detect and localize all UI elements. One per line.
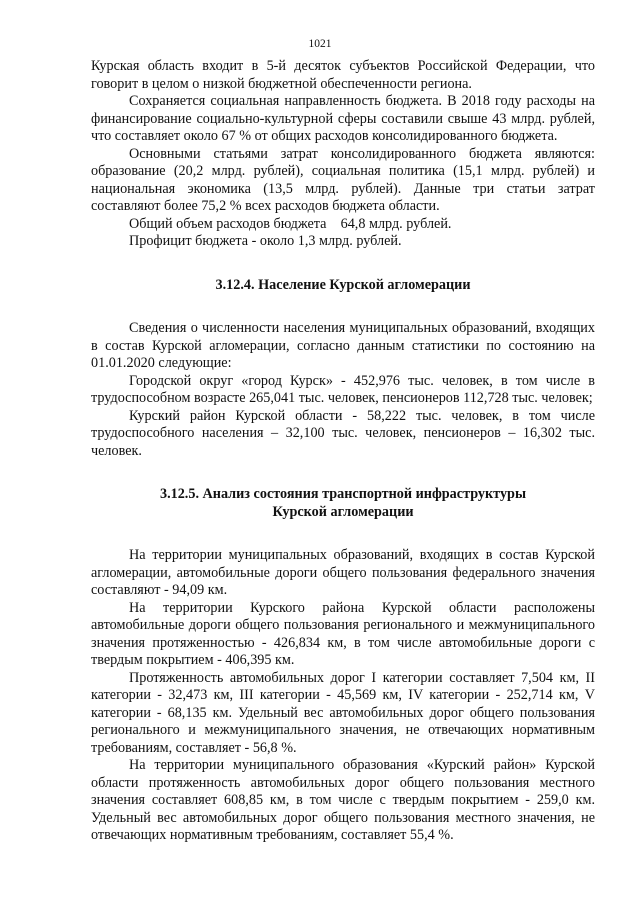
section-heading-population [91,277,595,295]
section-heading-transport-line2: Курской агломерации [272,503,414,520]
section-heading-population-text: 3.12.4. Население Курской агломерации [215,276,471,293]
paragraph-local-roads: На территории муниципального образования «Курский район» Курской области протяженность автомобильных дорог общего пользования местного значения составляет 608,85 км, в том числе с твердым покрытием - 259,0 км. Удельный вес автомобильных дорог общего пользования местного значения, не отвечающих нормативным требованиям, составляет 55,4 %. [91,757,595,843]
paragraph-population-kursk-district: Курский район Курской области - 58,222 тыс. человек, в том числе трудоспособного населения – 32,100 тыс. человек, пенсионеров – 16,302 тыс. человек. [91,407,595,459]
paragraph-population-intro: Сведения о численности населения муниципальных образований, входящих в состав Курской агломерации, согласно данным статистики по состоянию на 01.01.2020 следующие: [91,320,595,371]
spacer [91,521,595,547]
spacer [91,460,595,486]
paragraph-main-expenses: Основными статьями затрат консолидированного бюджета являются: образование (20,2 млрд. рублей), социальная политика (15,1 млрд. рублей) и национальная экономика (13,5 млрд. рублей). Данные три статьи затрат составляют более 75,2 % всех расходов бюджета области. [91,145,595,214]
paragraph-road-categories: Протяженность автомобильных дорог I категории составляет 7,504 км, II категории - 32,473 км, III категории - 45,569 км, IV категории - 252,714 км, V категории - 68,135 км. Удельный вес автомобильных дорог общего пользования регионального и межмуниципального значения, не отвечающих нормативным требованиям, составляет - 56,8 %. [91,669,595,756]
document-body [91,58,595,845]
paragraph-social-budget: Сохраняется социальная направленность бюджета. В 2018 году расходы на финансирование социально-культурной сферы составили свыше 43 млрд. рублей, что составляет около 67 % от общих расходов консолидированного бюджета. [91,93,595,144]
spacer [91,251,595,277]
paragraph-surplus: Профицит бюджета - около 1,3 млрд. рублей. [129,233,402,249]
paragraph-population-kursk-city: Городской округ «город Курск» - 452,976 тыс. человек, в том числе в трудоспособном возрасте 265,041 тыс. человек, пенсионеров 112,728 тыс. человек; [91,372,595,406]
paragraph-budget-rank: Курская область входит в 5-й десяток субъектов Российской Федерации, что говорит в целом о низкой бюджетной обеспеченности региона. [91,58,595,92]
paragraph-total-expenses: Общий объем расходов бюджета 64,8 млрд. рублей. [129,215,452,232]
section-heading-transport-line1: 3.12.5. Анализ состояния транспортной инфраструктуры [159,486,527,502]
section-heading-transport [91,486,595,521]
paragraph-federal-roads: На территории муниципальных образований, входящих в состав Курской агломерации, автомобильные дороги общего пользования федерального значения составляют - 94,09 км. [91,547,595,598]
spacer [91,294,595,320]
paragraph-regional-roads: На территории Курского района Курской области расположены автомобильные дороги общего пользования регионального и межмуниципального значения протяженностью - 426,834 км, в том числе автомобильные дороги с твердым покрытием - 406,395 км. [91,599,595,668]
page-number: 1021 [308,38,332,50]
